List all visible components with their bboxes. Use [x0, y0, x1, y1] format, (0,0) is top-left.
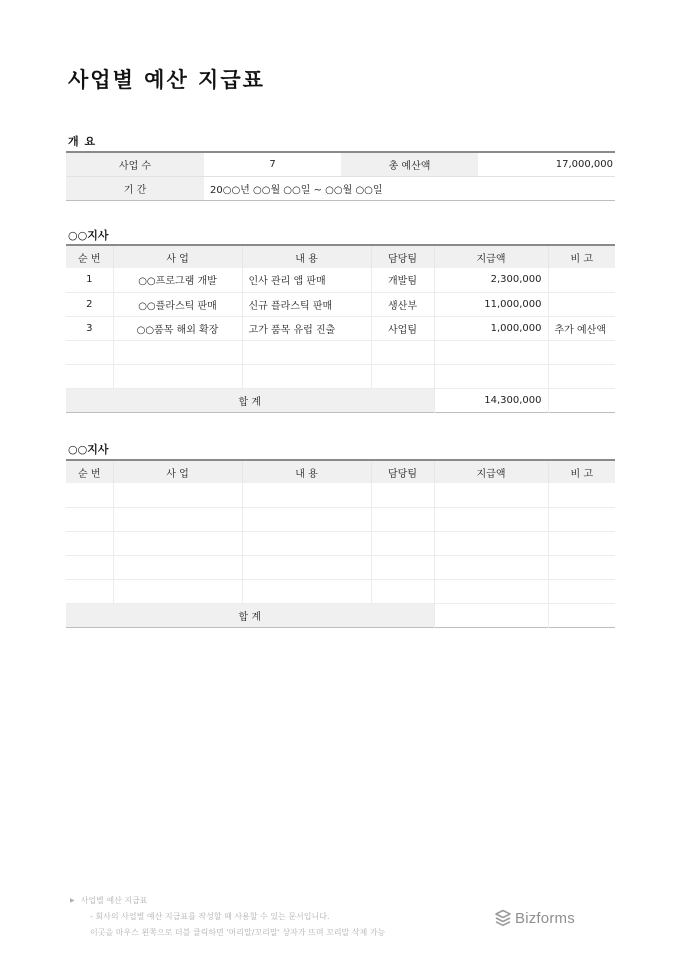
- table-row-empty: [66, 483, 615, 507]
- overview-row-period: [66, 176, 615, 200]
- total-row: [66, 388, 615, 412]
- page-title: 사업별 예산 지급표: [68, 68, 265, 92]
- overview-row-count: [66, 152, 615, 176]
- cell-team: 생산부: [371, 292, 434, 316]
- col-header-no: 순 번: [66, 245, 113, 268]
- period-label: 기 간: [66, 176, 204, 200]
- cell-note: [548, 268, 615, 292]
- table-row-empty: [66, 364, 615, 388]
- table-row-empty: [66, 555, 615, 579]
- cell-amount: 1,000,000: [434, 316, 548, 340]
- total-label: 합 계: [66, 603, 434, 627]
- table-row-empty: [66, 579, 615, 603]
- project-count-value: 7: [269, 158, 276, 170]
- branch1-label: ○○지사: [68, 229, 109, 242]
- cell-project: ○○품목 해외 확장: [113, 316, 242, 340]
- cell-amount: 2,300,000: [434, 268, 548, 292]
- col-header-project: 사 업: [113, 245, 242, 268]
- total-budget-value: 17,000,000: [555, 158, 613, 170]
- table-row-empty: [66, 531, 615, 555]
- cell-no: 2: [66, 292, 113, 316]
- cell-note: 추가 예산액: [548, 316, 615, 340]
- project-count-label: 사업 수: [66, 152, 204, 176]
- footer-notes: [70, 893, 385, 941]
- logo-text: Bizforms: [515, 909, 575, 927]
- bizforms-logo-icon: [494, 909, 512, 927]
- period-value: 20○○년 ○○월 ○○일 ~ ○○월 ○○일: [210, 184, 383, 196]
- col-header-team: 담당팀: [371, 245, 434, 268]
- footer-line-1: 사업별 예산 지급표: [80, 896, 148, 905]
- total-label: 합 계: [66, 388, 434, 412]
- table-row: [66, 292, 615, 316]
- cell-team: 사업팀: [371, 316, 434, 340]
- cell-project: ○○프로그램 개발: [113, 268, 242, 292]
- cell-team: 개발팀: [371, 268, 434, 292]
- col-header-no: 순 번: [66, 460, 113, 483]
- footer-line-2: - 회사의 사업별 예산 지급표를 작성할 때 사용할 수 있는 문서입니다.: [90, 912, 330, 921]
- total-row: [66, 603, 615, 627]
- cell-no: 3: [66, 316, 113, 340]
- cell-content: 고가 품목 유럽 진출: [242, 316, 371, 340]
- col-header-team: 담당팀: [371, 460, 434, 483]
- cell-project: ○○플라스틱 판매: [113, 292, 242, 316]
- cell-no: 1: [66, 268, 113, 292]
- overview-label: 개 요: [68, 135, 97, 148]
- branch1-header-row: [66, 245, 615, 268]
- cell-note: [548, 292, 615, 316]
- table-row: [66, 316, 615, 340]
- cell-content: 신규 플라스틱 판매: [242, 292, 371, 316]
- table-row-empty: [66, 507, 615, 531]
- col-header-amount: 지급액: [434, 460, 548, 483]
- table-row: [66, 268, 615, 292]
- overview-table: [66, 151, 615, 201]
- branch2-label: ○○지사: [68, 443, 109, 456]
- triangle-bullet-icon: ▶: [70, 897, 75, 904]
- col-header-note: 비 고: [548, 245, 615, 268]
- total-budget-label: 총 예산액: [341, 152, 478, 176]
- col-header-amount: 지급액: [434, 245, 548, 268]
- bizforms-logo: [494, 909, 575, 927]
- total-amount: 14,300,000: [434, 388, 548, 412]
- cell-amount: 11,000,000: [434, 292, 548, 316]
- footer-line-3: 이곳을 마우스 왼쪽으로 더블 클릭하면 '머리말/꼬리말' 상자가 뜨며 꼬리말 삭제 가능: [90, 928, 386, 937]
- col-header-note: 비 고: [548, 460, 615, 483]
- branch2-table: [66, 459, 615, 628]
- col-header-content: 내 용: [242, 460, 371, 483]
- table-row-empty: [66, 340, 615, 364]
- branch1-table: [66, 244, 615, 413]
- col-header-project: 사 업: [113, 460, 242, 483]
- cell-content: 인사 관리 앱 판매: [242, 268, 371, 292]
- branch2-header-row: [66, 460, 615, 483]
- col-header-content: 내 용: [242, 245, 371, 268]
